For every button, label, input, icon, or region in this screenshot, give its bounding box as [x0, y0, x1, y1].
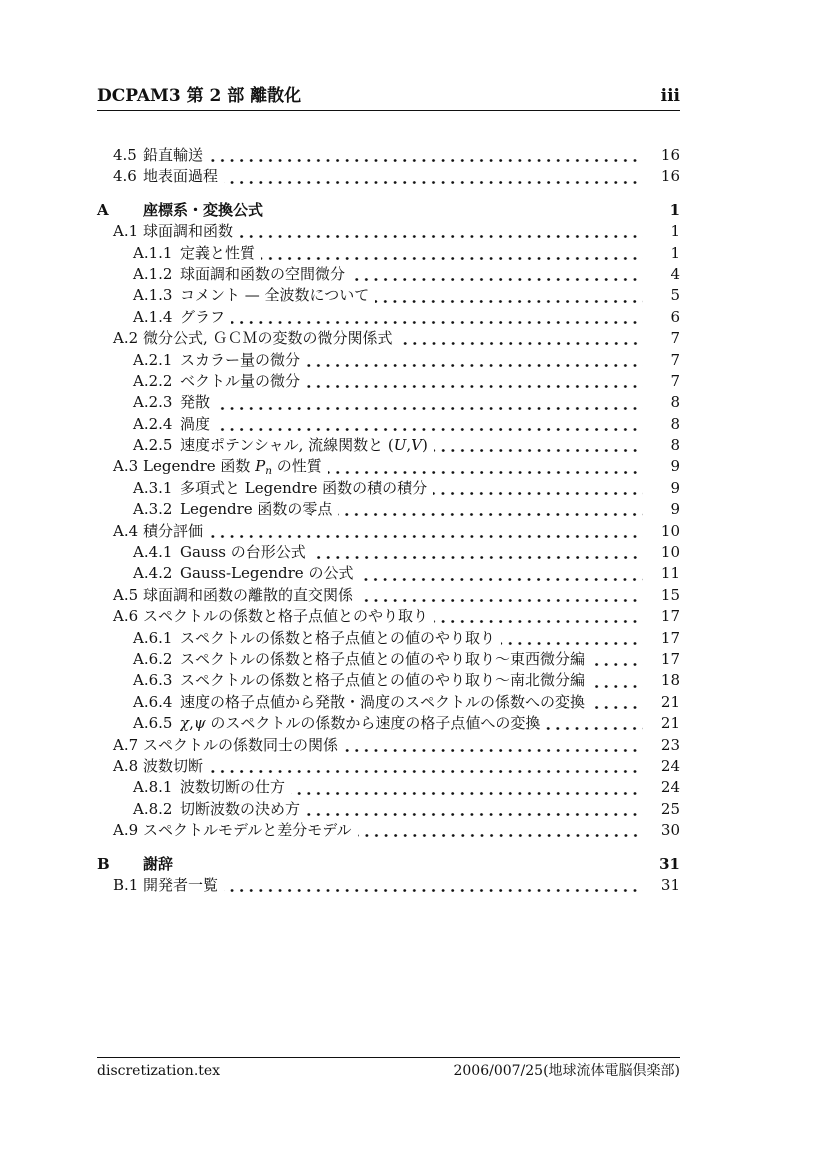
footer-date-credit: 2006/007/25(地球流体電脳倶楽部)	[453, 1063, 680, 1079]
entry-label: 切断波数の決め方	[180, 799, 301, 818]
entry-page: 25	[660, 799, 680, 818]
entry-number: A.2.2	[133, 371, 173, 390]
toc-entry	[97, 392, 680, 413]
dot-leader	[261, 243, 643, 264]
entry-number: A.6.3	[133, 671, 173, 690]
entry-number: A.2	[113, 329, 139, 348]
entry-page: 8	[670, 393, 680, 412]
entry-label: 鉛直輸送	[143, 146, 204, 164]
dot-leader	[306, 371, 643, 392]
dot-leader	[328, 456, 643, 477]
entry-page: 23	[660, 735, 680, 754]
toc-entry	[97, 499, 680, 520]
entry-number: A.8.1	[133, 778, 173, 797]
toc-entry	[97, 542, 680, 563]
entry-number: A	[97, 200, 109, 219]
entry-label: Gauss の台形公式	[180, 543, 306, 562]
entry-number: A.1.1	[133, 243, 173, 262]
dot-leader	[351, 264, 643, 285]
entry-label: グラフ	[180, 307, 226, 326]
entry-page: 24	[660, 778, 680, 797]
entry-label: 速度の格子点値から発散・渦度のスペクトルの係数への変換	[180, 692, 586, 711]
entry-page: 31	[660, 875, 680, 894]
entry-page: 6	[670, 307, 680, 326]
entry-page: 21	[660, 714, 680, 733]
entry-page: 31	[659, 854, 680, 873]
entry-page: 1	[670, 222, 680, 241]
entry-number: A.6.5	[133, 714, 173, 733]
entry-number: A.5	[113, 585, 139, 604]
entry-label: スペクトルの係数と格子点値との値のやり取り～東西微分編	[180, 649, 586, 668]
entry-page: 11	[660, 564, 680, 583]
entry-label: スペクトルモデルと差分モデル	[143, 821, 352, 840]
dot-leader	[591, 692, 643, 713]
entry-number: A.1.4	[133, 307, 173, 326]
toc-entry	[97, 285, 680, 306]
entry-number: B	[97, 854, 110, 873]
toc-entry	[97, 585, 680, 606]
dot-leader	[269, 200, 643, 221]
toc-list	[97, 145, 680, 896]
toc-entry	[97, 777, 680, 798]
toc-entry	[97, 200, 680, 221]
dot-leader	[224, 875, 643, 896]
toc-entry	[97, 670, 680, 691]
entry-label: 発散	[180, 393, 211, 412]
entry-label: スカラー量の微分	[180, 350, 301, 369]
dot-leader	[433, 478, 643, 499]
dot-leader	[434, 435, 643, 456]
dot-leader	[399, 328, 643, 349]
entry-number: B.1	[113, 875, 139, 894]
entry-label: 積分評価	[143, 521, 204, 540]
toc-entry	[97, 221, 680, 242]
toc-entry	[97, 435, 680, 456]
entry-number: A.6	[113, 607, 139, 626]
entry-page: 16	[660, 167, 680, 186]
entry-number: A.6.4	[133, 692, 173, 711]
dot-leader	[209, 756, 643, 777]
toc-entry	[97, 563, 680, 584]
entry-label: 定義と性質	[180, 243, 256, 262]
entry-number: A.3	[113, 457, 139, 476]
page-number: iii	[660, 86, 680, 106]
toc-entry	[97, 820, 680, 841]
dot-leader	[359, 563, 643, 584]
footer-filename: discretization.tex	[97, 1063, 221, 1079]
entry-label: スペクトルの係数と格子点値とのやり取り	[143, 607, 429, 626]
entry-page: 7	[670, 350, 680, 369]
dot-leader	[306, 350, 643, 371]
entry-label: コメント — 全波数について	[180, 286, 370, 305]
entry-label: 渦度	[180, 414, 211, 433]
dot-leader	[179, 854, 643, 875]
entry-page: 1	[670, 243, 680, 262]
dot-leader	[239, 221, 643, 242]
entry-number: A.2.3	[133, 393, 173, 412]
dot-leader	[306, 799, 643, 820]
entry-page: 9	[670, 500, 680, 519]
entry-page: 10	[660, 521, 680, 540]
entry-number: A.6.2	[133, 649, 173, 668]
entry-number: A.6.1	[133, 628, 173, 647]
dot-leader	[546, 713, 643, 734]
toc-entry	[97, 649, 680, 670]
entry-number: A.3.2	[133, 500, 173, 519]
page-footer	[97, 1057, 680, 1080]
toc-entry	[97, 371, 680, 392]
toc-entry	[97, 328, 680, 349]
entry-label: χ,ψ のスペクトルの係数から速度の格子点値への変換	[180, 714, 541, 733]
toc-entry	[97, 166, 680, 187]
entry-label: 球面調和函数の空間微分	[180, 264, 346, 283]
entry-page: 17	[660, 607, 680, 626]
entry-page: 8	[670, 436, 680, 455]
dot-leader	[375, 285, 643, 306]
entry-page: 7	[670, 329, 680, 348]
entry-label: 開発者一覧	[143, 875, 219, 894]
entry-label: Legendre 函数 $P_n$ の性質	[143, 457, 322, 478]
entry-label: 微分公式, ＧＣＭの変数の微分関係式	[143, 329, 393, 348]
dot-leader	[209, 145, 643, 166]
dot-leader	[359, 585, 643, 606]
dot-leader	[224, 166, 643, 187]
running-header	[97, 86, 680, 111]
toc-entry	[97, 456, 680, 477]
entry-number: A.8	[113, 756, 139, 775]
entry-page: 16	[660, 146, 680, 164]
entry-label: 球面調和函数の離散的直交関係	[143, 585, 354, 604]
toc-entry	[97, 606, 680, 627]
toc-entry	[97, 521, 680, 542]
entry-page: 8	[670, 414, 680, 433]
entry-number: A.7	[113, 735, 139, 754]
entry-number: 4.5	[113, 146, 137, 164]
toc-entry	[97, 713, 680, 734]
entry-number: A.1	[113, 222, 139, 241]
toc-entry	[97, 854, 680, 875]
toc-entry	[97, 628, 680, 649]
dot-leader	[338, 499, 643, 520]
entry-label: スペクトルの係数と格子点値との値のやり取り～南北微分編	[180, 671, 586, 690]
entry-number: A.2.5	[133, 436, 173, 455]
dot-leader	[344, 735, 643, 756]
toc-entry	[97, 756, 680, 777]
entry-number: A.3.1	[133, 478, 173, 497]
dot-leader	[216, 414, 643, 435]
entry-page: 24	[660, 756, 680, 775]
dot-leader	[591, 670, 643, 691]
entry-label: スペクトルの係数同士の関係	[143, 735, 339, 754]
entry-label: 謝辞	[143, 854, 174, 873]
entry-label: 地表面過程	[143, 167, 219, 186]
entry-number: A.2.1	[133, 350, 173, 369]
dot-leader	[291, 777, 643, 798]
dot-leader	[591, 649, 643, 670]
entry-label: 波数切断	[143, 756, 204, 775]
entry-number: A.4	[113, 521, 139, 540]
entry-number: 4.6	[113, 167, 137, 186]
toc-entry	[97, 264, 680, 285]
entry-number: A.4.1	[133, 543, 173, 562]
entry-page: 15	[660, 585, 680, 604]
toc-entry	[97, 145, 680, 166]
document-title: DCPAM3 第 2 部 離散化	[97, 86, 302, 106]
entry-page: 21	[660, 692, 680, 711]
toc-entry	[97, 307, 680, 328]
entry-number: A.9	[113, 821, 139, 840]
entry-page: 1	[669, 200, 680, 219]
toc-entry	[97, 799, 680, 820]
entry-label: Gauss-Legendre の公式	[180, 564, 354, 583]
entry-page: 17	[660, 649, 680, 668]
entry-label: 球面調和函数	[143, 222, 234, 241]
entry-page: 10	[660, 543, 680, 562]
entry-page: 17	[660, 628, 680, 647]
entry-page: 5	[670, 286, 680, 305]
dot-leader	[358, 820, 643, 841]
entry-page: 9	[670, 457, 680, 476]
entry-number: A.4.2	[133, 564, 173, 583]
toc-entry	[97, 735, 680, 756]
entry-page: 30	[660, 821, 680, 840]
toc-entry	[97, 350, 680, 371]
entry-label: ベクトル量の微分	[180, 371, 301, 390]
dot-leader	[231, 307, 643, 328]
toc-entry	[97, 414, 680, 435]
toc-entry	[97, 243, 680, 264]
entry-number: A.2.4	[133, 414, 173, 433]
dot-leader	[209, 521, 643, 542]
dot-leader	[216, 392, 643, 413]
dot-leader	[434, 606, 643, 627]
dot-leader	[312, 542, 643, 563]
entry-label: Legendre 函数の零点	[180, 500, 333, 519]
toc-entry	[97, 875, 680, 896]
entry-number: A.1.2	[133, 264, 173, 283]
toc-entry	[97, 692, 680, 713]
entry-page: 18	[660, 671, 680, 690]
toc-entry	[97, 478, 680, 499]
entry-number: A.1.3	[133, 286, 173, 305]
entry-page: 9	[670, 478, 680, 497]
entry-page: 7	[670, 371, 680, 390]
entry-label: 速度ポテンシャル, 流線関数と (U,V)	[180, 436, 428, 455]
entry-label: 多項式と Legendre 函数の積の積分	[180, 478, 428, 497]
entry-number: A.8.2	[133, 799, 173, 818]
entry-label: 波数切断の仕方	[180, 778, 286, 797]
entry-label: スペクトルの係数と格子点値との値のやり取り	[180, 628, 496, 647]
entry-page: 4	[670, 264, 680, 283]
dot-leader	[501, 628, 643, 649]
entry-label: 座標系・変換公式	[143, 200, 264, 219]
